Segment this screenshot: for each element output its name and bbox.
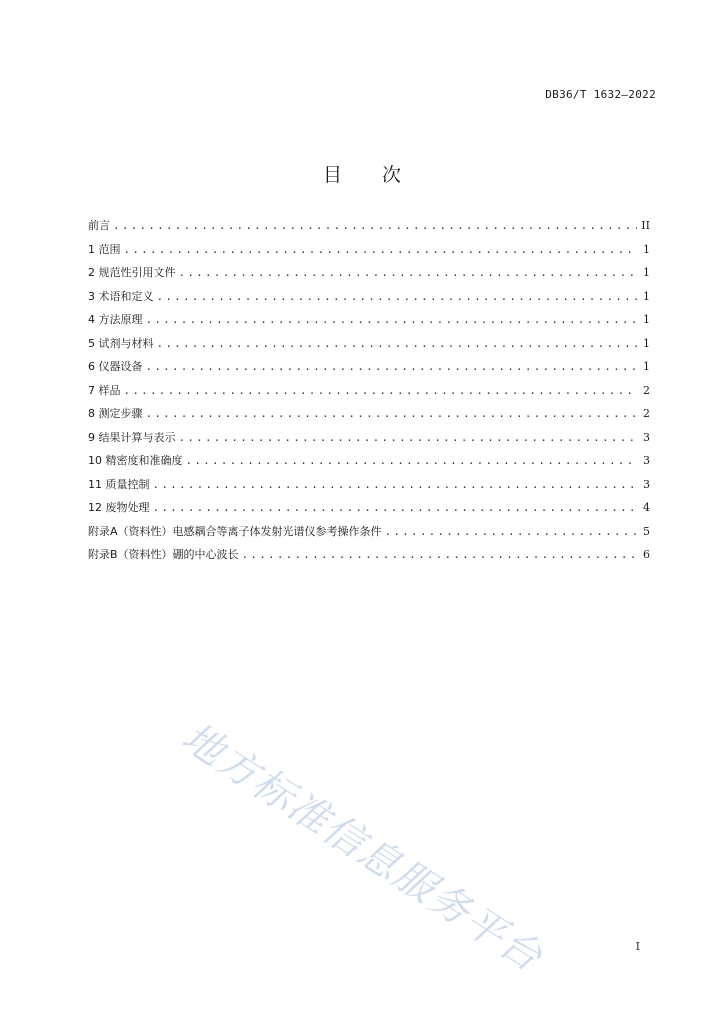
page-number: I xyxy=(635,940,640,953)
toc-entry-page: 6 xyxy=(643,548,650,561)
toc-entry-page: II xyxy=(641,219,650,232)
toc-entry-scope[interactable] xyxy=(88,241,650,265)
toc-entry-appendix-a[interactable] xyxy=(88,523,650,547)
toc-entry-label: 1 范围 xyxy=(88,242,121,256)
toc-leader-dots xyxy=(124,243,638,256)
toc-entry-page: 1 xyxy=(643,313,650,326)
toc-title: 目次 xyxy=(322,164,441,186)
toc-entry-terms-definitions[interactable] xyxy=(88,288,650,312)
toc-entry-page: 3 xyxy=(643,454,650,467)
toc-entry-page: 1 xyxy=(643,336,650,350)
toc-entry-label: 前言 xyxy=(88,219,110,232)
toc-entry-label: 4 方法原理 xyxy=(88,313,143,326)
toc-leader-dots xyxy=(385,525,637,538)
toc-entry-label: 11 质量控制 xyxy=(88,477,150,491)
toc-entry-appendix-b[interactable] xyxy=(88,546,650,570)
toc-entry-procedure[interactable] xyxy=(88,405,650,429)
toc-leader-dots xyxy=(179,431,638,444)
toc-leader-dots xyxy=(186,454,638,467)
toc-entry-normative-references[interactable] xyxy=(88,264,650,288)
toc-entry-samples[interactable] xyxy=(88,382,650,406)
toc-entry-instruments[interactable] xyxy=(88,358,650,382)
toc-entry-label: 8 测定步骤 xyxy=(88,407,143,420)
toc-entry-page: 1 xyxy=(643,266,650,279)
toc-entry-label: 附录A（资料性）电感耦合等离子体发射光谱仪参考操作条件 xyxy=(88,524,382,538)
toc-leader-dots xyxy=(124,384,638,397)
table-of-contents xyxy=(88,217,650,570)
toc-entry-label: 12 废物处理 xyxy=(88,501,150,514)
toc-leader-dots xyxy=(113,219,637,232)
toc-entry-label: 9 结果计算与表示 xyxy=(88,430,176,444)
toc-leader-dots xyxy=(153,478,638,491)
toc-entry-quality-control[interactable] xyxy=(88,476,650,500)
toc-entry-page: 3 xyxy=(643,430,650,444)
toc-leader-dots xyxy=(146,313,638,326)
toc-entry-label: 附录B（资料性）硼的中心波长 xyxy=(88,548,239,561)
watermark: 地方标准信息服务平台 xyxy=(173,714,551,982)
toc-entry-label: 3 术语和定义 xyxy=(88,289,154,303)
toc-leader-dots xyxy=(242,548,637,561)
toc-entry-method-principle[interactable] xyxy=(88,311,650,335)
toc-leader-dots xyxy=(157,337,638,350)
toc-entry-calculation[interactable] xyxy=(88,429,650,453)
toc-entry-page: 4 xyxy=(643,501,650,514)
toc-entry-label: 6 仪器设备 xyxy=(88,360,143,373)
toc-entry-page: 1 xyxy=(643,360,650,373)
toc-leader-dots xyxy=(179,266,638,279)
toc-entry-page: 1 xyxy=(643,289,650,303)
toc-entry-page: 1 xyxy=(643,242,650,256)
toc-entry-label: 5 试剂与材料 xyxy=(88,336,154,350)
toc-entry-label: 7 样品 xyxy=(88,383,121,397)
toc-entry-precision[interactable] xyxy=(88,452,650,476)
toc-entry-page: 3 xyxy=(643,477,650,491)
toc-leader-dots xyxy=(153,501,638,514)
toc-entry-reagents-materials[interactable] xyxy=(88,335,650,359)
toc-entry-waste-disposal[interactable] xyxy=(88,499,650,523)
toc-entry-label: 2 规范性引用文件 xyxy=(88,266,176,279)
toc-leader-dots xyxy=(146,360,638,373)
toc-leader-dots xyxy=(157,290,638,303)
toc-entry-page: 5 xyxy=(643,524,650,538)
toc-entry-foreword[interactable] xyxy=(88,217,650,241)
toc-entry-page: 2 xyxy=(643,407,650,420)
toc-entry-page: 2 xyxy=(643,383,650,397)
toc-leader-dots xyxy=(146,407,638,420)
toc-entry-label: 10 精密度和准确度 xyxy=(88,454,183,467)
document-code: DB36/T 1632—2022 xyxy=(545,88,656,101)
